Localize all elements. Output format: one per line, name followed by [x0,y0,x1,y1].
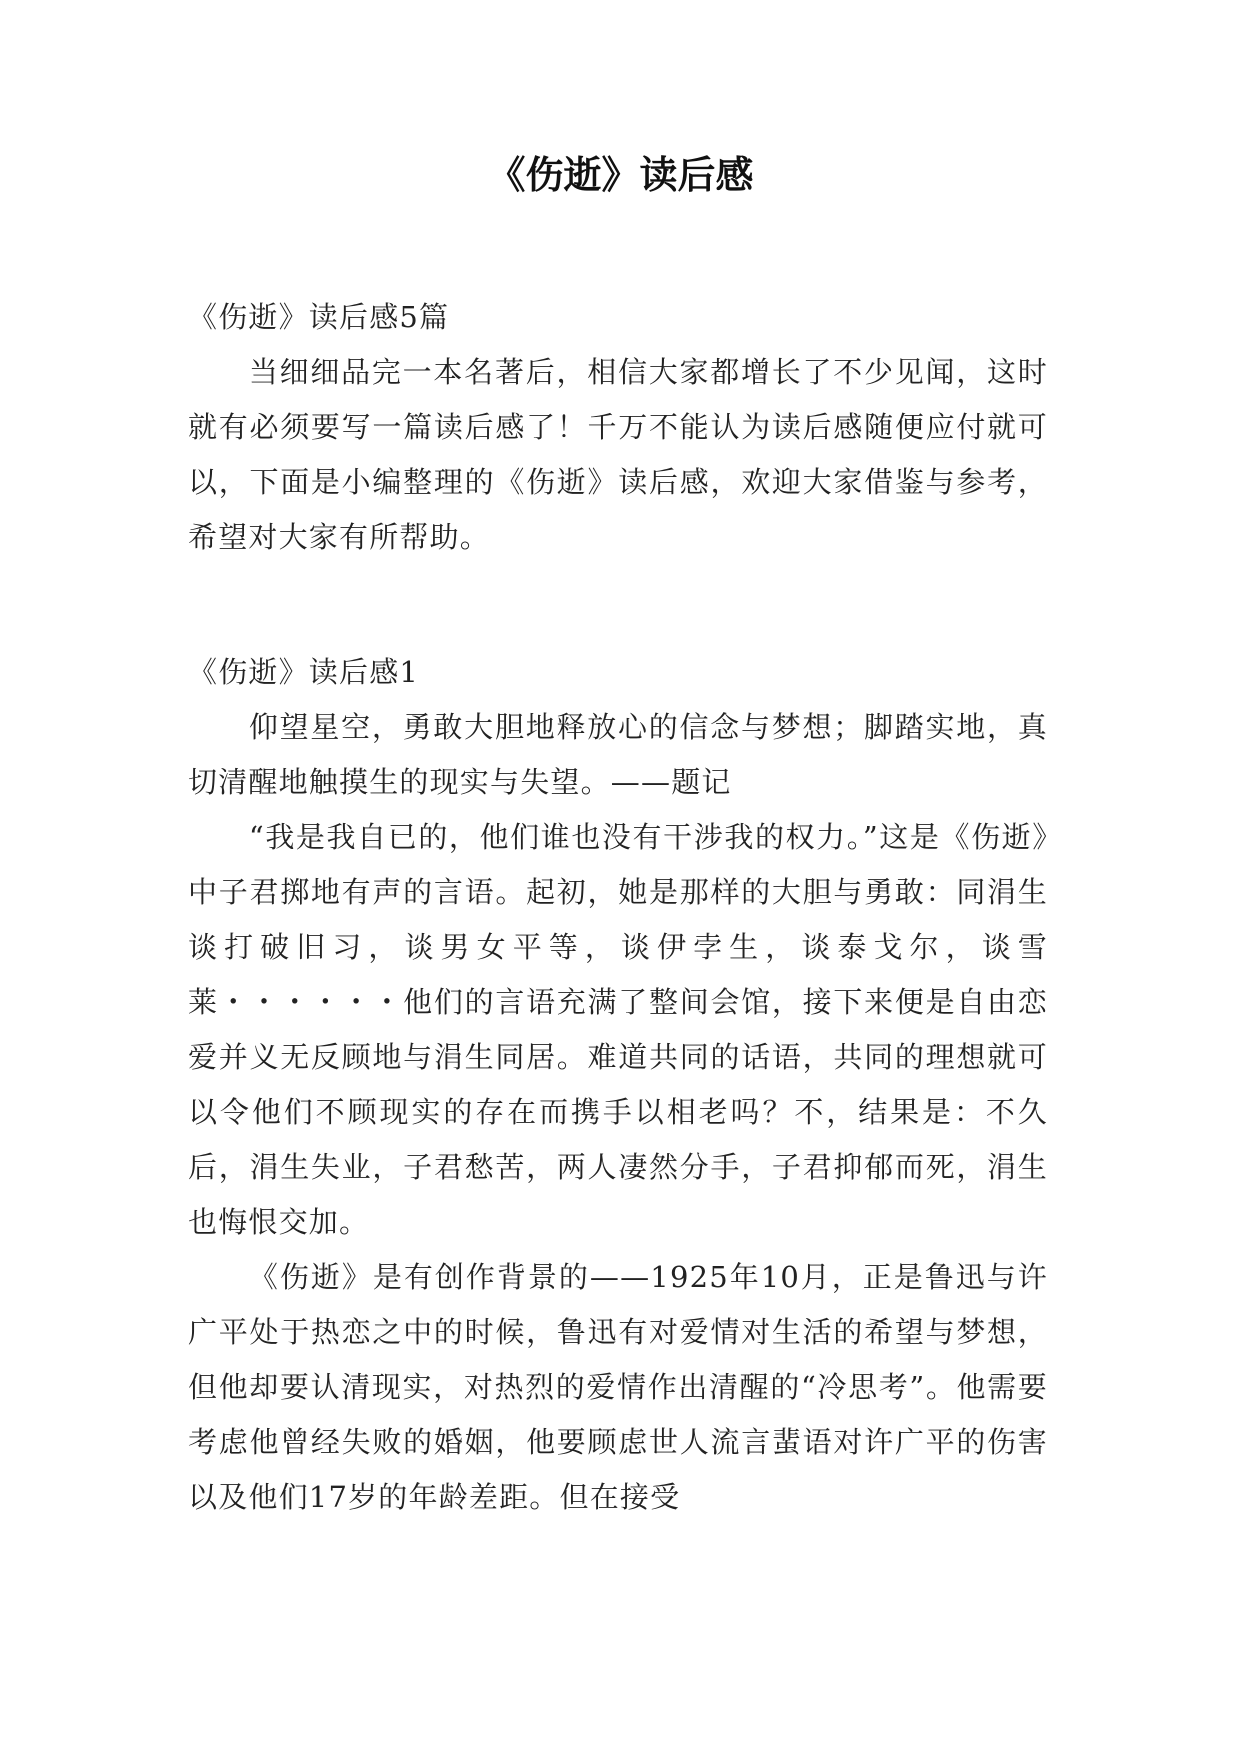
page-title: 《伤逝》读后感 [487,153,754,197]
document-subtitle: 《伤逝》读后感5篇 [188,300,450,334]
body-paragraph: 仰望星空，勇敢大胆地释放心的信念与梦想；脚踏实地，真切清醒地触摸生的现实与失望。——题记 [188,710,1048,799]
document-body [188,290,1048,1525]
intro-paragraph: 当细细品完一本名著后，相信大家都增长了不少见闻，这时就有必须要写一篇读后感了！千万不能认为读后感随便应付就可以，下面是小编整理的《伤逝》读后感，欢迎大家借鉴与参考，希望对大家有所帮助。 [188,355,1048,554]
section-spacer [188,565,1048,645]
body-paragraph: “我是我自已的，他们谁也没有干涉我的权力。”这是《伤逝》中子君掷地有声的言语。起初，她是那样的大胆与勇敢：同涓生谈打破旧习，谈男女平等，谈伊孛生，谈泰戈尔，谈雪莱・・・・・・他们的言语充满了整间会馆，接下来便是自由恋爱并义无反顾地与涓生同居。难道共同的话语，共同的理想就可以令他们不顾现实的存在而携手以相老吗？不，结果是：不久后，涓生失业，子君愁苦，两人凄然分手，子君抑郁而死，涓生也悔恨交加。 [188,820,1048,1239]
body-paragraph: 《伤逝》是有创作背景的——1925年10月，正是鲁迅与许广平处于热恋之中的时候，鲁迅有对爱情对生活的希望与梦想，但他却要认清现实，对热烈的爱情作出清醒的“冷思考”。他需要考虑他曾经失败的婚姻，他要顾虑世人流言蜚语对许广平的伤害以及他们17岁的年龄差距。但在接受 [188,1260,1048,1514]
section-heading: 《伤逝》读后感1 [188,655,420,689]
